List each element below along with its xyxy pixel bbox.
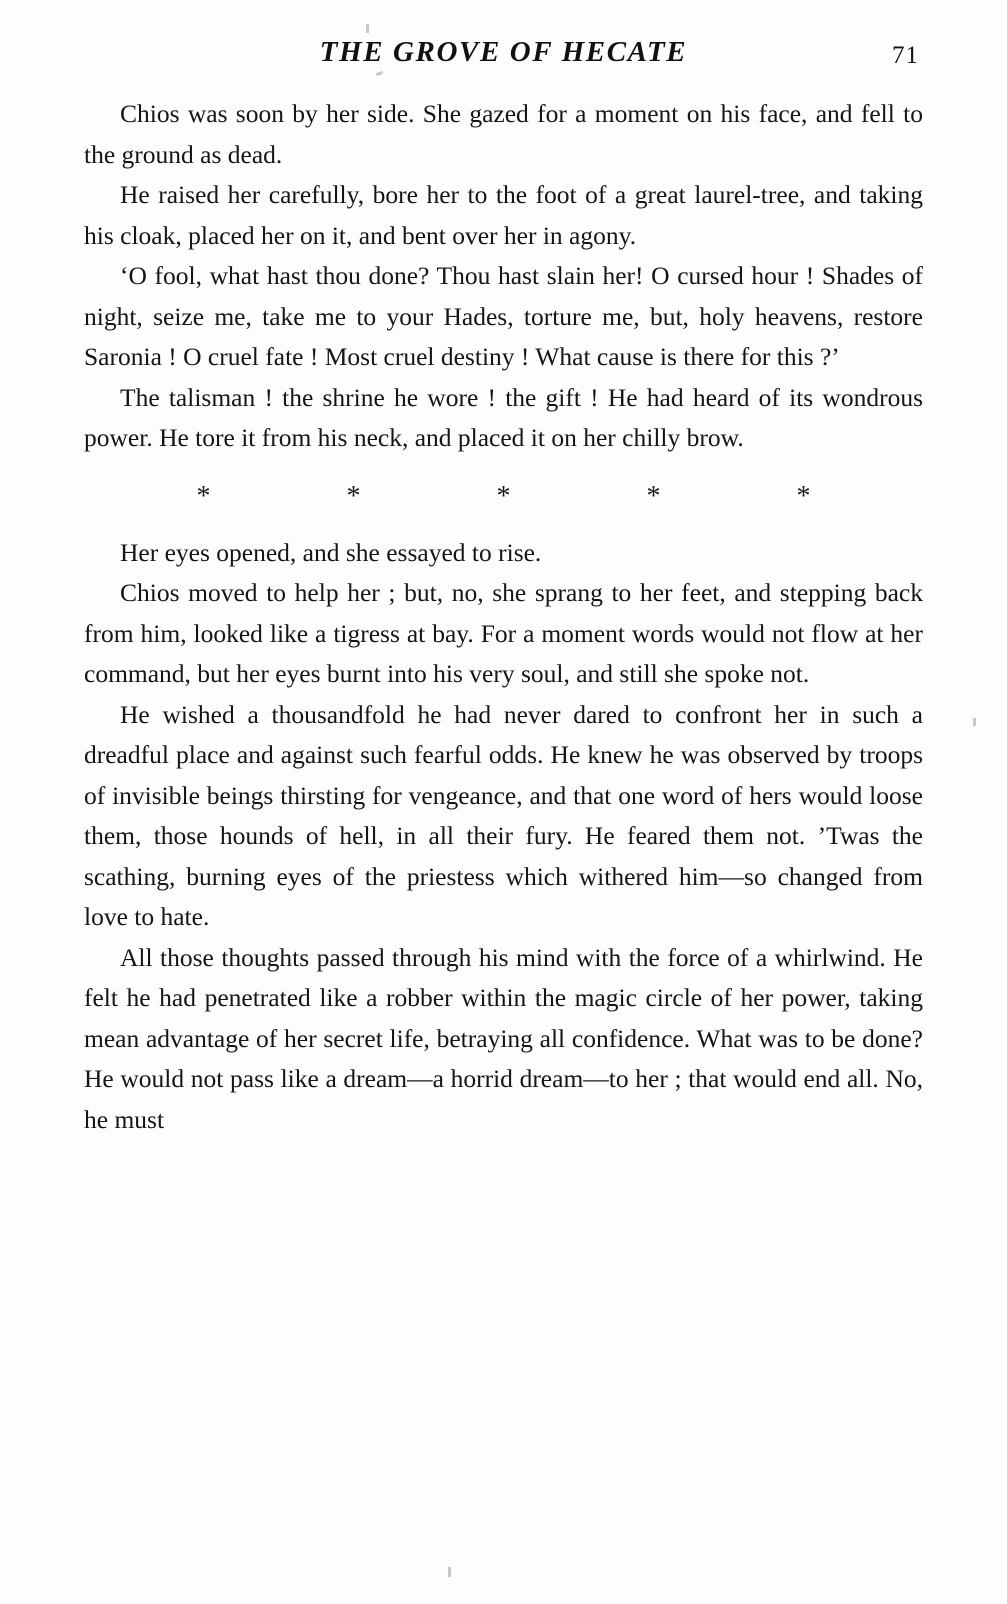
asterisk: * [196,480,211,512]
asterisk: * [646,480,661,512]
page-number: 71 [892,42,919,69]
scan-speck [973,718,976,726]
paragraph: He wished a thousandfold he had never dared to confront her in such a dreadful place and against such fearful odds. He knew he was observed by troops of invisible beings thirsting for vengeance, and that one word of hers would loose them, those hounds of hell, in all their fury. He feared them not. ’Twas the scathing, burning eyes of the priestess which withered him—so changed from love to hate. [84,699,923,931]
section-break [84,480,923,512]
asterisk: * [346,480,361,512]
paragraph: Her eyes opened, and she essayed to rise. [120,537,542,567]
asterisk: * [496,480,511,512]
paragraph: The talisman ! the shrine he wore ! the gift ! He had heard of its wondrous power. He tore it from his neck, and placed it on her chilly brow. [84,382,923,452]
paragraph: All those thoughts passed through his mind with the force of a whirlwind. He felt he had penetrated like a robber within the magic circle of her power, taking mean advantage of her secret life, betraying all confidence. What was to be done? He would not pass like a dream—a horrid dream—to her ; that would end all. No, he must [84,942,923,1134]
paragraph: ‘O fool, what hast thou done? Thou hast slain her! O cursed hour ! Shades of night, seize me, take me to your Hades, torture me, but, holy heavens, restore Saronia ! O cruel fate ! Most cruel destiny ! What cause is there for this ?’ [84,261,923,371]
asterisk: * [796,480,811,512]
paragraph: Chios moved to help her ; but, no, she sprang to her feet, and stepping back from him, looked like a tigress at bay. For a moment words would not flow at her command, but her eyes burnt into his very soul, and still she spoke not. [84,578,923,688]
paragraph: He raised her carefully, bore her to the foot of a great laurel-tree, and taking his cloak, placed her on it, and bent over her in agony. [84,180,923,250]
scan-speck [366,24,369,33]
paragraph: Chios was soon by her side. She gazed for a moment on his face, and fell to the ground as dead. [84,99,923,169]
scan-speck [448,1567,451,1577]
body-text [84,94,923,1140]
running-head [84,36,923,84]
page-title: THE GROVE OF HECATE [319,36,688,68]
